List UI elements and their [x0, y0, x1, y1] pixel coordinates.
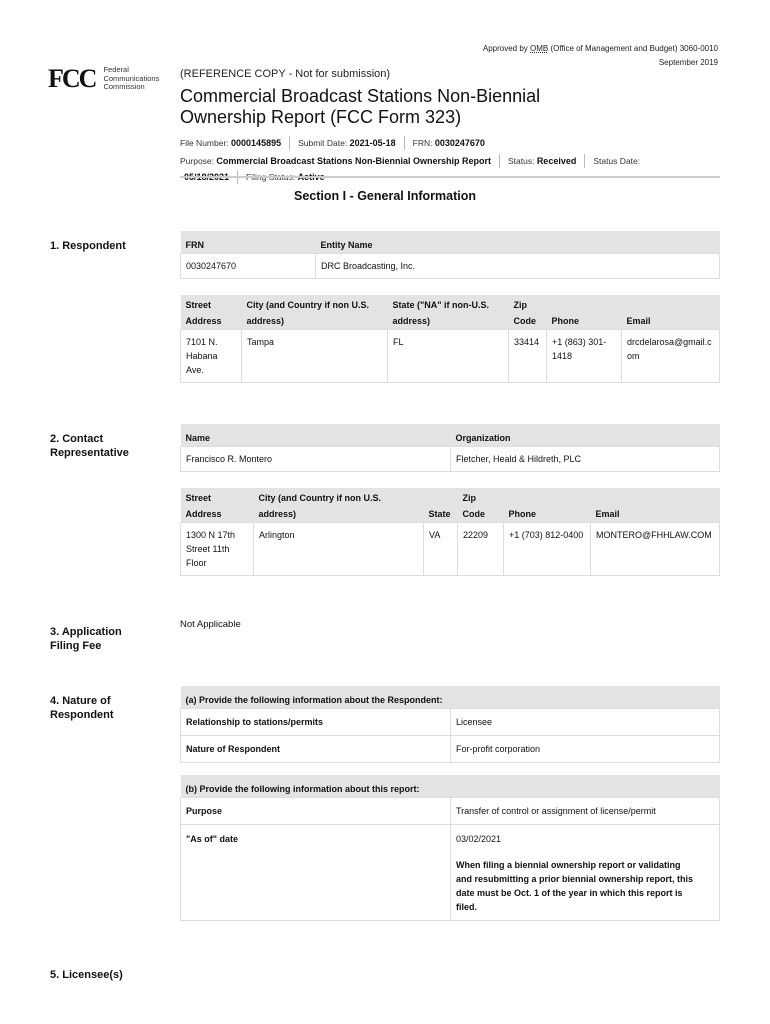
- table-cell: DRC Broadcasting, Inc.: [316, 253, 720, 278]
- approval-suffix: (Office of Management and Budget) 3060-0010: [548, 44, 718, 53]
- table-row: [181, 522, 720, 575]
- column-header: Organization: [451, 424, 720, 446]
- title-line-1: Commercial Broadcast Stations Non-Biennial: [180, 86, 541, 106]
- frn-label: FRN:: [412, 138, 433, 148]
- column-header: Entity Name: [316, 231, 720, 253]
- status-date: [584, 154, 648, 168]
- table-cell: 1300 N 17th Street 11th Floor: [181, 522, 254, 575]
- table-row: [181, 253, 720, 278]
- table-row: [181, 446, 720, 471]
- fcc-logo-text: [103, 66, 159, 92]
- filing-fee-label-line-1: 3. Application: [50, 626, 122, 638]
- status-date-label: Status Date:: [593, 156, 641, 166]
- frn-value: 0030247670: [434, 138, 485, 148]
- table-header: (a) Provide the following information about the Respondent:: [181, 686, 720, 708]
- row-value: Licensee: [451, 708, 720, 735]
- nature-label-line-1: 4. Nature of: [50, 695, 111, 707]
- table-row: [181, 735, 720, 762]
- purpose: [180, 154, 499, 168]
- nature-label: [50, 694, 160, 722]
- logo-line-3: Commission: [103, 82, 145, 92]
- table-cell: VA: [424, 522, 458, 575]
- section-title-text: Section I - General Information: [294, 189, 476, 203]
- section-title: [0, 189, 770, 203]
- nature-label-line-2: Respondent: [50, 709, 114, 721]
- as-of-date-value: 03/02/2021: [456, 833, 502, 844]
- respondent-id-table: [180, 231, 720, 279]
- column-header: State ("NA" if non-U.S. address): [388, 295, 509, 329]
- omb-abbreviation: OMB: [530, 44, 549, 53]
- status-label: Status:: [507, 156, 535, 166]
- table-cell: +1 (703) 812-0400: [504, 522, 591, 575]
- table-cell: Arlington: [254, 522, 424, 575]
- table-cell: 22209: [458, 522, 504, 575]
- contact-label-line-1: 2. Contact: [50, 433, 104, 445]
- row-value: For-profit corporation: [451, 735, 720, 762]
- report-title: [180, 86, 720, 128]
- filing-fee-label-line-2: Filing Fee: [50, 640, 102, 652]
- column-header: City (and Country if non U.S. address): [242, 295, 388, 329]
- column-header: Street Address: [181, 295, 242, 329]
- table-cell: Fletcher, Heald & Hildreth, PLC: [451, 446, 720, 471]
- filing-fee-value: Not Applicable: [180, 619, 241, 630]
- status: [499, 154, 584, 168]
- submit-date-label: Submit Date:: [298, 138, 348, 148]
- column-header: Zip Code: [458, 488, 504, 522]
- column-header: Phone: [504, 488, 591, 522]
- table-cell: 0030247670: [181, 253, 316, 278]
- licensee-label: 5. Licensee(s): [50, 969, 123, 981]
- table-row: [181, 708, 720, 735]
- submit-date: [289, 136, 404, 150]
- omb-approval: [483, 42, 718, 70]
- as-of-date-cell: [451, 824, 720, 920]
- table-row: [181, 329, 720, 382]
- table-cell: Francisco R. Montero: [181, 446, 451, 471]
- column-header: Name: [181, 424, 451, 446]
- row-label: Purpose: [181, 797, 451, 824]
- contact-id-table: [180, 424, 720, 472]
- reference-copy-note: (REFERENCE COPY - Not for submission): [180, 68, 391, 80]
- table-cell: drcdelarosa@gmail.com: [622, 329, 720, 382]
- column-header: Zip Code: [509, 295, 547, 329]
- respondent-address-table: [180, 295, 720, 383]
- fcc-logo: [48, 64, 159, 94]
- frn: [404, 136, 493, 150]
- table-row: [181, 797, 720, 824]
- contact-label: [50, 432, 160, 460]
- table-cell: +1 (863) 301-1418: [547, 329, 622, 382]
- row-value: Transfer of control or assignment of license/permit: [451, 797, 720, 824]
- contact-label-line-2: Representative: [50, 447, 129, 459]
- table-cell: FL: [388, 329, 509, 382]
- column-header: Street Address: [181, 488, 254, 522]
- respondent-info-table: [180, 686, 720, 763]
- approval-date: September 2019: [658, 58, 718, 67]
- filing-meta-row-2: [180, 154, 720, 168]
- file-number-label: File Number:: [180, 138, 229, 148]
- table-header: (b) Provide the following information about this report:: [181, 775, 720, 797]
- column-header: Email: [591, 488, 720, 522]
- column-header: Phone: [547, 295, 622, 329]
- fcc-logo-mark: FCC: [48, 64, 96, 93]
- contact-address-table: [180, 488, 720, 576]
- submit-date-value: 2021-05-18: [349, 138, 396, 148]
- logo-line-2: Communications: [103, 73, 160, 83]
- purpose-label: Purpose:: [180, 156, 215, 166]
- file-number-value: 0000145895: [231, 138, 282, 148]
- table-cell: 7101 N. Habana Ave.: [181, 329, 242, 382]
- row-label: Nature of Respondent: [181, 735, 451, 762]
- table-cell: MONTERO@FHHLAW.COM: [591, 522, 720, 575]
- purpose-value: Commercial Broadcast Stations Non-Biennial Ownership Report: [216, 156, 491, 166]
- logo-line-1: Federal: [103, 65, 129, 75]
- column-header: State: [424, 488, 458, 522]
- column-header: City (and Country if non U.S. address): [254, 488, 424, 522]
- filing-meta-row-1: [180, 136, 720, 150]
- filing-fee-label: [50, 625, 160, 653]
- row-label: "As of" date: [181, 824, 451, 920]
- as-of-date-note: When filing a biennial ownership report or validating and resubmitting a prior biennial ownership report, this date must be Oct. 1 of the year in which this report is filed.: [456, 859, 694, 912]
- status-value: Received: [536, 156, 577, 166]
- title-line-2: Ownership Report (FCC Form 323): [180, 107, 462, 127]
- table-cell: 33414: [509, 329, 547, 382]
- table-row: [181, 824, 720, 920]
- respondent-label: 1. Respondent: [50, 240, 126, 252]
- report-info-table: [180, 775, 720, 921]
- header-divider: [180, 176, 720, 178]
- column-header: Email: [622, 295, 720, 329]
- approval-prefix: Approved by: [482, 44, 531, 53]
- report-header: [180, 68, 720, 184]
- row-label: Relationship to stations/permits: [181, 708, 451, 735]
- column-header: FRN: [181, 231, 316, 253]
- table-cell: Tampa: [242, 329, 388, 382]
- file-number: [180, 136, 289, 150]
